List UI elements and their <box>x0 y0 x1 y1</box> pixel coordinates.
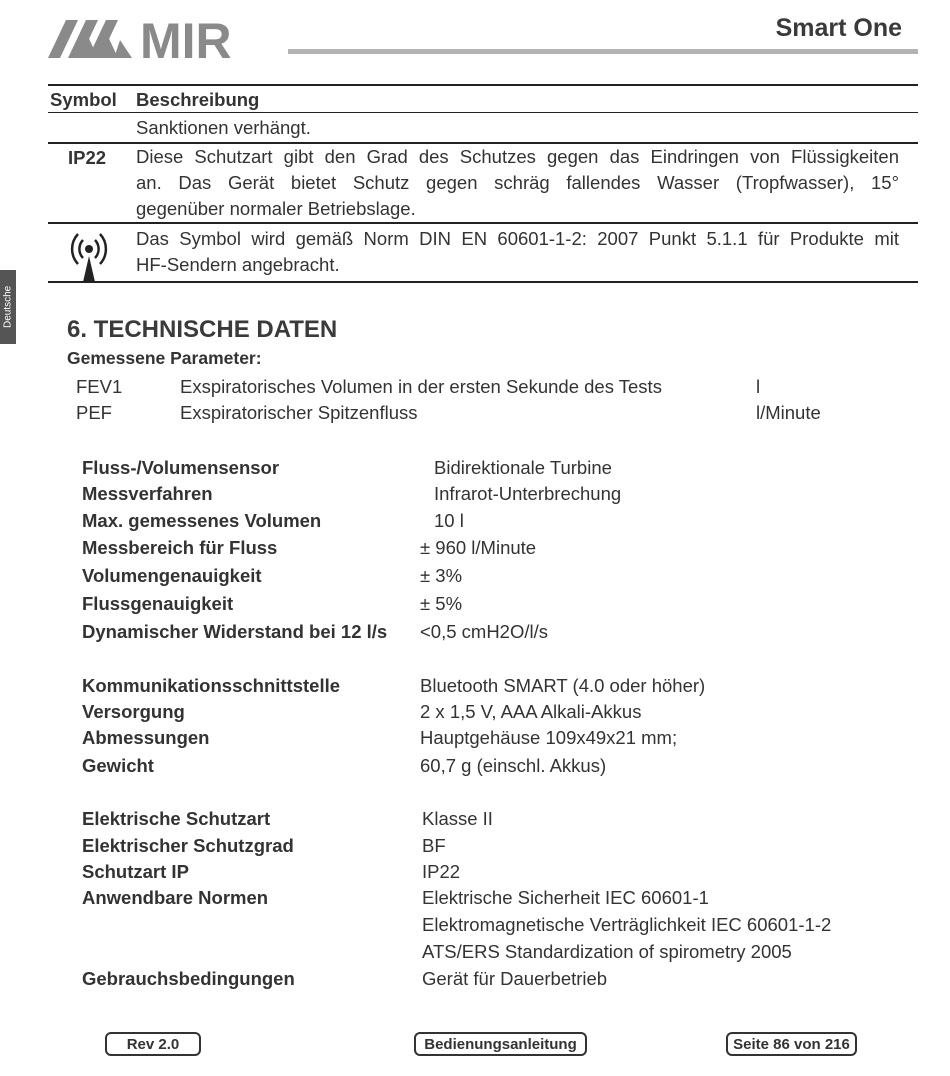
col-header-symbol: Symbol <box>50 89 117 110</box>
spec-value: ± 960 l/Minute <box>420 537 537 558</box>
row2-desc-line1: Das Symbol wird gemäß Norm DIN EN 60601-1-2: 2007 Punkt 5.1.1 für Produkte mit <box>136 228 899 249</box>
spec-label: Messverfahren <box>82 483 213 504</box>
spec-label: Gewicht <box>82 755 154 776</box>
row1-desc-line2: an. Das Gerät bietet Schutz gegen schräg fallendes Wasser (Tropfwasser), 15° <box>136 172 899 193</box>
param-abbr: PEF <box>76 402 112 423</box>
logo-text: MIR <box>140 13 232 60</box>
spec-label: Elektrischer Schutzgrad <box>82 835 294 856</box>
spec-label: Abmessungen <box>82 727 210 748</box>
product-name: Smart One <box>775 14 902 42</box>
footer-page-number: Seite 86 von 216 <box>726 1032 857 1056</box>
spec-value: BF <box>422 835 446 856</box>
spec-value: Bluetooth SMART (4.0 oder höher) <box>420 675 706 696</box>
spec-value: IP22 <box>422 861 461 882</box>
spec-value: Bidirektionale Turbine <box>434 457 612 478</box>
footer-manual-title: Bedienungsanleitung <box>414 1032 587 1056</box>
footer-revision: Rev 2.0 <box>105 1032 201 1056</box>
table-bottom-rule <box>48 281 918 283</box>
mir-logo <box>48 10 288 60</box>
spec-label: Elektrische Schutzart <box>82 808 271 829</box>
spec-value: Gerät für Dauerbetrieb <box>422 968 608 989</box>
spec-value: 2 x 1,5 V, AAA Alkali-Akkus <box>420 701 642 722</box>
spec-label: Fluss-/Volumensensor <box>82 457 280 478</box>
spec-label: Volumengenauigkeit <box>82 565 262 586</box>
row1-rule <box>48 222 918 224</box>
spec-value: <0,5 cmH2O/l/s <box>420 621 549 642</box>
language-tab: Deutsche <box>0 270 16 344</box>
param-unit: l <box>756 376 761 397</box>
spec-label: Schutzart IP <box>82 861 189 882</box>
param-desc: Exspiratorisches Volumen in der ersten Sekunde des Tests <box>180 376 662 397</box>
spec-label: Versorgung <box>82 701 185 722</box>
section-subtitle: Gemessene Parameter: <box>67 348 262 368</box>
non-ionizing-radiation-icon <box>54 226 124 284</box>
row1-desc-line1: Diese Schutzart gibt den Grad des Schutzes gegen das Eindringen von Flüssigkeiten <box>136 146 899 167</box>
table-top-rule <box>48 84 918 86</box>
spec-label: Messbereich für Fluss <box>82 537 278 558</box>
row0-description: Sanktionen verhängt. <box>136 117 311 138</box>
spec-label: Kommunikationsschnittstelle <box>82 675 341 696</box>
row1-desc-line3: gegenüber normaler Betriebslage. <box>136 198 416 219</box>
spec-value: Infrarot-Unterbrechung <box>434 483 622 504</box>
col-header-description: Beschreibung <box>136 89 260 110</box>
spec-label: Max. gemessenes Volumen <box>82 510 322 531</box>
spec-label: Flussgenauigkeit <box>82 593 234 614</box>
spec-value: ± 5% <box>420 593 463 614</box>
spec-value: Elektromagnetische Verträglichkeit IEC 60601-1-2 <box>422 914 832 935</box>
spec-value: Klasse II <box>422 808 493 829</box>
spec-label: Dynamischer Widerstand bei 12 l/s <box>82 621 388 642</box>
row0-rule <box>48 142 918 144</box>
row1-symbol-ip22: IP22 <box>68 147 107 168</box>
spec-value: Hauptgehäuse 109x49x21 mm; <box>420 727 678 748</box>
spec-value: 60,7 g (einschl. Akkus) <box>420 755 607 776</box>
spec-value: ± 3% <box>420 565 463 586</box>
row2-desc-line2: HF-Sendern angebracht. <box>136 254 340 275</box>
table-header-rule <box>48 112 918 113</box>
param-abbr: FEV1 <box>76 376 123 397</box>
header-rule <box>288 49 918 54</box>
spec-value: ATS/ERS Standardization of spirometry 2005 <box>422 941 792 962</box>
spec-label: Anwendbare Normen <box>82 887 269 908</box>
section-title: 6. TECHNISCHE DATEN <box>67 316 338 343</box>
spec-value: 10 l <box>434 510 464 531</box>
param-unit: l/Minute <box>756 402 821 423</box>
spec-value: Elektrische Sicherheit IEC 60601-1 <box>422 887 709 908</box>
spec-label: Gebrauchsbedingungen <box>82 968 295 989</box>
param-desc: Exspiratorischer Spitzenfluss <box>180 402 418 423</box>
